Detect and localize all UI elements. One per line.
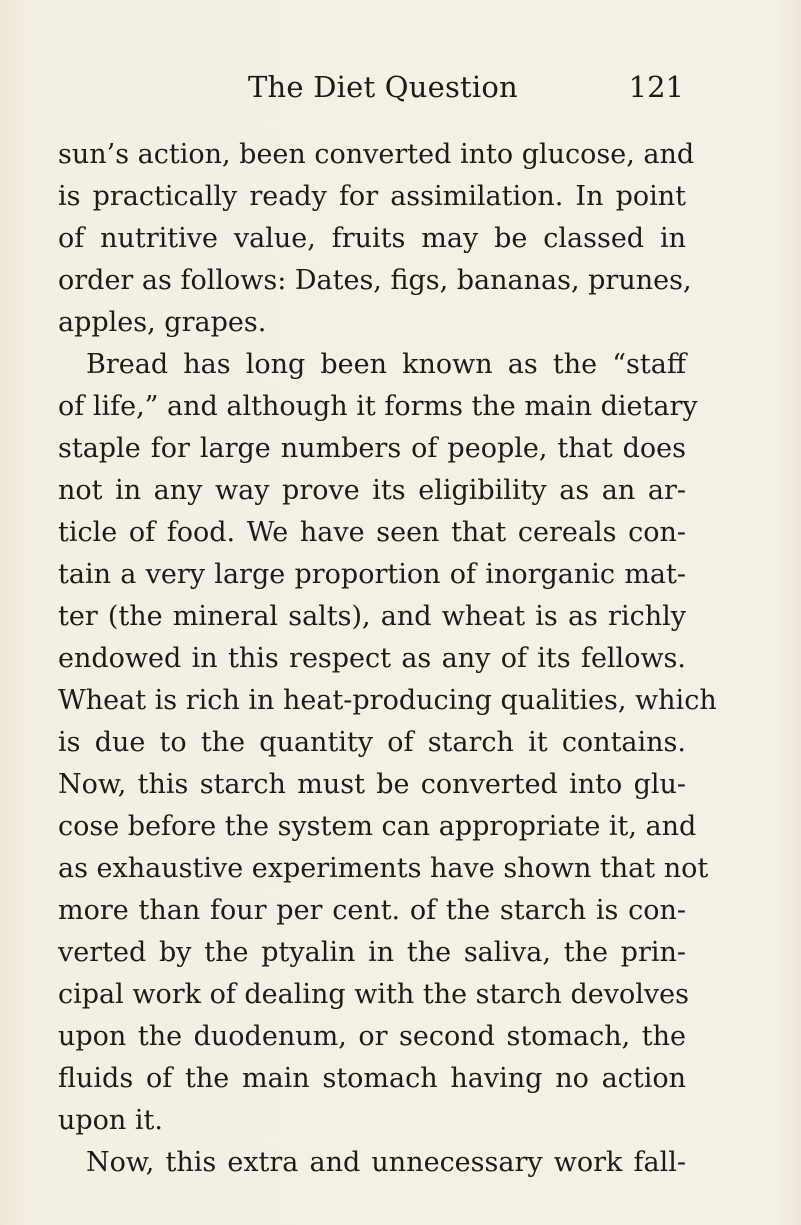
text-line: Bread has long been known as the “staff	[86, 349, 686, 380]
text-line: upon it.	[58, 1105, 163, 1136]
text-line: Now, this extra and unnecessary work fall-	[86, 1147, 686, 1178]
body-text	[58, 134, 717, 1184]
running-head	[248, 70, 688, 110]
text-line: not in any way prove its eligibility as an ar-	[58, 475, 686, 506]
text-line: cipal work of dealing with the starch devolves	[58, 979, 689, 1010]
text-line: cose before the system can appropriate it, and	[58, 811, 697, 842]
text-line: apples, grapes.	[58, 307, 267, 338]
text-line: upon the duodenum, or second stomach, the	[58, 1021, 686, 1052]
text-line: Wheat is rich in heat-producing qualities, which	[58, 685, 717, 716]
running-title: The Diet Question	[248, 70, 518, 104]
text-line: tain a very large proportion of inorganic mat-	[58, 559, 686, 590]
page-number: 121	[628, 70, 684, 104]
text-line: as exhaustive experiments have shown that not	[58, 853, 709, 884]
text-line: of life,” and although it forms the main dietary	[58, 391, 698, 422]
text-line: order as follows: Dates, figs, bananas, prunes,	[58, 265, 692, 296]
text-line: Now, this starch must be converted into glu-	[58, 769, 686, 800]
text-line: sun’s action, been converted into glucose, and	[58, 139, 695, 170]
text-line: of nutritive value, fruits may be classed in	[58, 223, 686, 254]
text-line: ticle of food. We have seen that cereals con-	[58, 517, 686, 548]
text-line: verted by the ptyalin in the saliva, the prin-	[58, 937, 686, 968]
text-line: staple for large numbers of people, that does	[58, 433, 686, 464]
text-line: fluids of the main stomach having no action	[58, 1063, 686, 1094]
text-line: more than four per cent. of the starch is con-	[58, 895, 686, 926]
text-line: endowed in this respect as any of its fellows.	[58, 643, 686, 674]
text-line: ter (the mineral salts), and wheat is as richly	[58, 601, 686, 632]
text-line: is due to the quantity of starch it contains.	[58, 727, 686, 758]
text-line: is practically ready for assimilation. In point	[58, 181, 686, 212]
